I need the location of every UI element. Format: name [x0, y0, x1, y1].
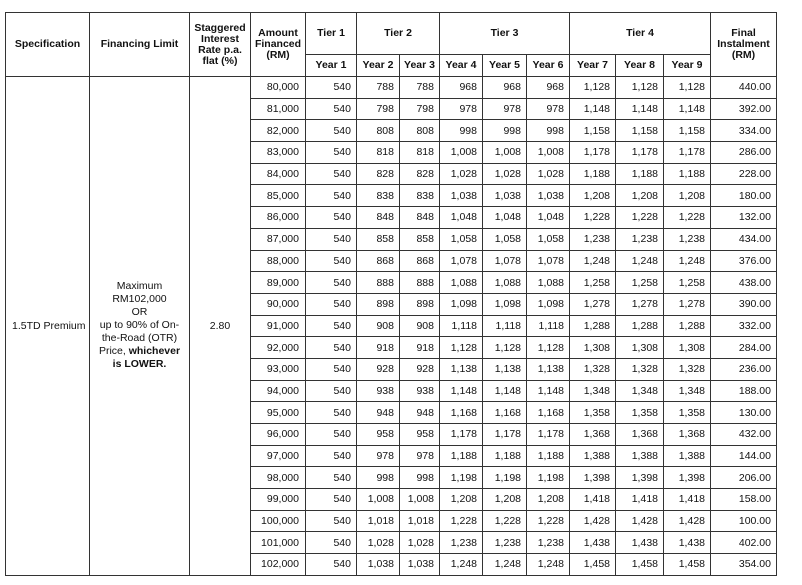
header-year-8: Year 8 — [616, 55, 664, 77]
year-4-cell: 1,078 — [440, 250, 483, 272]
financing-limit-whichever-lower: whichever is LOWER. — [112, 345, 181, 371]
year-5-cell: 1,148 — [483, 380, 527, 402]
year-1-cell: 540 — [306, 77, 357, 99]
year-8-cell: 1,438 — [616, 532, 664, 554]
year-6-cell: 1,048 — [527, 207, 570, 229]
year-6-cell: 968 — [527, 77, 570, 99]
year-4-cell: 1,228 — [440, 510, 483, 532]
interest-rate-cell: 2.80 — [190, 77, 251, 576]
year-6-cell: 1,198 — [527, 467, 570, 489]
financing-limit-cell — [90, 77, 190, 576]
year-1-cell: 540 — [306, 315, 357, 337]
year-1-cell: 540 — [306, 163, 357, 185]
year-6-cell: 1,248 — [527, 554, 570, 576]
year-7-cell: 1,208 — [570, 185, 616, 207]
year-1-cell: 540 — [306, 358, 357, 380]
year-9-cell: 1,308 — [664, 337, 711, 359]
final-instalment-cell: 438.00 — [711, 272, 777, 294]
year-9-cell: 1,358 — [664, 402, 711, 424]
header-year-1: Year 1 — [306, 55, 357, 77]
year-2-cell: 838 — [357, 185, 400, 207]
year-5-cell: 1,188 — [483, 445, 527, 467]
final-instalment-cell: 206.00 — [711, 467, 777, 489]
year-2-cell: 818 — [357, 142, 400, 164]
year-9-cell: 1,288 — [664, 315, 711, 337]
amount-financed-cell: 90,000 — [251, 293, 306, 315]
year-5-cell: 1,168 — [483, 402, 527, 424]
year-2-cell: 998 — [357, 467, 400, 489]
year-9-cell: 1,238 — [664, 228, 711, 250]
year-1-cell: 540 — [306, 380, 357, 402]
year-6-cell: 998 — [527, 120, 570, 142]
year-6-cell: 1,028 — [527, 163, 570, 185]
year-3-cell: 998 — [400, 467, 440, 489]
year-5-cell: 1,038 — [483, 185, 527, 207]
year-2-cell: 1,008 — [357, 489, 400, 511]
amount-financed-cell: 93,000 — [251, 358, 306, 380]
year-3-cell: 818 — [400, 142, 440, 164]
year-8-cell: 1,308 — [616, 337, 664, 359]
year-5-cell: 1,078 — [483, 250, 527, 272]
year-7-cell: 1,438 — [570, 532, 616, 554]
year-3-cell: 858 — [400, 228, 440, 250]
financing-table — [5, 12, 777, 576]
year-3-cell: 838 — [400, 185, 440, 207]
year-9-cell: 1,258 — [664, 272, 711, 294]
year-2-cell: 928 — [357, 358, 400, 380]
amount-financed-cell: 82,000 — [251, 120, 306, 142]
year-3-cell: 1,038 — [400, 554, 440, 576]
year-3-cell: 798 — [400, 98, 440, 120]
year-5-cell: 978 — [483, 98, 527, 120]
year-1-cell: 540 — [306, 337, 357, 359]
final-instalment-cell: 392.00 — [711, 98, 777, 120]
header-tier-1: Tier 1 — [306, 13, 357, 55]
table-row — [6, 77, 777, 99]
amount-financed-cell: 86,000 — [251, 207, 306, 229]
year-8-cell: 1,228 — [616, 207, 664, 229]
year-5-cell: 1,128 — [483, 337, 527, 359]
year-7-cell: 1,258 — [570, 272, 616, 294]
year-9-cell: 1,128 — [664, 77, 711, 99]
year-3-cell: 908 — [400, 315, 440, 337]
year-9-cell: 1,428 — [664, 510, 711, 532]
amount-financed-cell: 100,000 — [251, 510, 306, 532]
year-5-cell: 998 — [483, 120, 527, 142]
year-9-cell: 1,178 — [664, 142, 711, 164]
final-instalment-cell: 334.00 — [711, 120, 777, 142]
header-specification: Specification — [6, 13, 90, 77]
header-amount-financed: Amount Financed (RM) — [251, 13, 306, 77]
year-4-cell: 1,008 — [440, 142, 483, 164]
year-8-cell: 1,358 — [616, 402, 664, 424]
year-7-cell: 1,458 — [570, 554, 616, 576]
final-instalment-cell: 144.00 — [711, 445, 777, 467]
header-year-2: Year 2 — [357, 55, 400, 77]
year-1-cell: 540 — [306, 228, 357, 250]
year-5-cell: 1,178 — [483, 424, 527, 446]
year-1-cell: 540 — [306, 185, 357, 207]
year-5-cell: 1,098 — [483, 293, 527, 315]
final-instalment-cell: 284.00 — [711, 337, 777, 359]
final-instalment-cell: 100.00 — [711, 510, 777, 532]
year-4-cell: 1,128 — [440, 337, 483, 359]
year-8-cell: 1,238 — [616, 228, 664, 250]
year-3-cell: 788 — [400, 77, 440, 99]
year-4-cell: 998 — [440, 120, 483, 142]
year-6-cell: 1,008 — [527, 142, 570, 164]
year-4-cell: 1,238 — [440, 532, 483, 554]
final-instalment-cell: 286.00 — [711, 142, 777, 164]
year-9-cell: 1,148 — [664, 98, 711, 120]
year-7-cell: 1,238 — [570, 228, 616, 250]
header-tier-3: Tier 3 — [440, 13, 570, 55]
year-1-cell: 540 — [306, 489, 357, 511]
amount-financed-cell: 102,000 — [251, 554, 306, 576]
final-instalment-cell: 188.00 — [711, 380, 777, 402]
year-3-cell: 948 — [400, 402, 440, 424]
year-4-cell: 1,168 — [440, 402, 483, 424]
year-2-cell: 848 — [357, 207, 400, 229]
year-3-cell: 848 — [400, 207, 440, 229]
year-3-cell: 1,018 — [400, 510, 440, 532]
year-2-cell: 828 — [357, 163, 400, 185]
year-2-cell: 938 — [357, 380, 400, 402]
year-8-cell: 1,328 — [616, 358, 664, 380]
year-7-cell: 1,128 — [570, 77, 616, 99]
year-6-cell: 1,208 — [527, 489, 570, 511]
year-8-cell: 1,458 — [616, 554, 664, 576]
financing-table-container — [5, 12, 777, 576]
year-9-cell: 1,458 — [664, 554, 711, 576]
year-1-cell: 540 — [306, 207, 357, 229]
year-1-cell: 540 — [306, 120, 357, 142]
year-2-cell: 948 — [357, 402, 400, 424]
year-7-cell: 1,328 — [570, 358, 616, 380]
year-2-cell: 898 — [357, 293, 400, 315]
year-4-cell: 1,038 — [440, 185, 483, 207]
year-1-cell: 540 — [306, 250, 357, 272]
amount-financed-cell: 84,000 — [251, 163, 306, 185]
financing-limit-otr: up to 90% of On-the-Road (OTR) Price, — [98, 319, 180, 358]
year-8-cell: 1,248 — [616, 250, 664, 272]
final-instalment-cell: 332.00 — [711, 315, 777, 337]
year-1-cell: 540 — [306, 467, 357, 489]
year-6-cell: 1,238 — [527, 532, 570, 554]
year-3-cell: 808 — [400, 120, 440, 142]
year-4-cell: 1,248 — [440, 554, 483, 576]
year-3-cell: 928 — [400, 358, 440, 380]
final-instalment-cell: 228.00 — [711, 163, 777, 185]
year-4-cell: 1,028 — [440, 163, 483, 185]
header-financing-limit: Financing Limit — [90, 13, 190, 77]
year-7-cell: 1,388 — [570, 445, 616, 467]
year-9-cell: 1,248 — [664, 250, 711, 272]
final-instalment-cell: 434.00 — [711, 228, 777, 250]
year-4-cell: 968 — [440, 77, 483, 99]
year-5-cell: 1,228 — [483, 510, 527, 532]
year-4-cell: 1,118 — [440, 315, 483, 337]
year-7-cell: 1,308 — [570, 337, 616, 359]
year-4-cell: 1,138 — [440, 358, 483, 380]
amount-financed-cell: 87,000 — [251, 228, 306, 250]
year-7-cell: 1,418 — [570, 489, 616, 511]
final-instalment-cell: 130.00 — [711, 402, 777, 424]
year-8-cell: 1,278 — [616, 293, 664, 315]
amount-financed-cell: 95,000 — [251, 402, 306, 424]
year-8-cell: 1,208 — [616, 185, 664, 207]
year-9-cell: 1,328 — [664, 358, 711, 380]
year-3-cell: 918 — [400, 337, 440, 359]
year-8-cell: 1,398 — [616, 467, 664, 489]
year-6-cell: 1,118 — [527, 315, 570, 337]
amount-financed-cell: 96,000 — [251, 424, 306, 446]
year-2-cell: 868 — [357, 250, 400, 272]
year-5-cell: 1,048 — [483, 207, 527, 229]
year-9-cell: 1,368 — [664, 424, 711, 446]
amount-financed-cell: 92,000 — [251, 337, 306, 359]
financing-limit-or: OR — [131, 306, 148, 319]
year-7-cell: 1,148 — [570, 98, 616, 120]
year-4-cell: 1,198 — [440, 467, 483, 489]
header-year-7: Year 7 — [570, 55, 616, 77]
year-8-cell: 1,158 — [616, 120, 664, 142]
year-8-cell: 1,428 — [616, 510, 664, 532]
final-instalment-cell: 376.00 — [711, 250, 777, 272]
header-year-4: Year 4 — [440, 55, 483, 77]
specification-cell: 1.5TD Premium — [6, 77, 90, 576]
year-1-cell: 540 — [306, 402, 357, 424]
year-9-cell: 1,418 — [664, 489, 711, 511]
header-tier-2: Tier 2 — [357, 13, 440, 55]
amount-financed-cell: 83,000 — [251, 142, 306, 164]
year-8-cell: 1,418 — [616, 489, 664, 511]
table-body — [6, 77, 777, 576]
final-instalment-cell: 236.00 — [711, 358, 777, 380]
year-8-cell: 1,188 — [616, 163, 664, 185]
year-2-cell: 858 — [357, 228, 400, 250]
amount-financed-cell: 101,000 — [251, 532, 306, 554]
header-tier-4: Tier 4 — [570, 13, 711, 55]
year-5-cell: 1,028 — [483, 163, 527, 185]
year-9-cell: 1,348 — [664, 380, 711, 402]
final-instalment-cell: 180.00 — [711, 185, 777, 207]
year-7-cell: 1,288 — [570, 315, 616, 337]
year-3-cell: 888 — [400, 272, 440, 294]
year-5-cell: 1,058 — [483, 228, 527, 250]
year-3-cell: 898 — [400, 293, 440, 315]
year-8-cell: 1,258 — [616, 272, 664, 294]
year-2-cell: 888 — [357, 272, 400, 294]
header-interest-rate: Staggered Interest Rate p.a. flat (%) — [190, 13, 251, 77]
year-2-cell: 1,028 — [357, 532, 400, 554]
final-instalment-cell: 132.00 — [711, 207, 777, 229]
year-6-cell: 1,128 — [527, 337, 570, 359]
year-7-cell: 1,278 — [570, 293, 616, 315]
amount-financed-cell: 97,000 — [251, 445, 306, 467]
year-1-cell: 540 — [306, 272, 357, 294]
amount-financed-cell: 89,000 — [251, 272, 306, 294]
year-6-cell: 978 — [527, 98, 570, 120]
final-instalment-cell: 432.00 — [711, 424, 777, 446]
year-7-cell: 1,228 — [570, 207, 616, 229]
header-year-5: Year 5 — [483, 55, 527, 77]
year-6-cell: 1,078 — [527, 250, 570, 272]
year-6-cell: 1,228 — [527, 510, 570, 532]
year-5-cell: 1,208 — [483, 489, 527, 511]
final-instalment-cell: 354.00 — [711, 554, 777, 576]
year-8-cell: 1,388 — [616, 445, 664, 467]
header-final-instalment: Final Instalment (RM) — [711, 13, 777, 77]
amount-financed-cell: 91,000 — [251, 315, 306, 337]
year-5-cell: 1,138 — [483, 358, 527, 380]
year-8-cell: 1,368 — [616, 424, 664, 446]
year-7-cell: 1,178 — [570, 142, 616, 164]
year-8-cell: 1,148 — [616, 98, 664, 120]
year-7-cell: 1,188 — [570, 163, 616, 185]
amount-financed-cell: 85,000 — [251, 185, 306, 207]
year-4-cell: 1,148 — [440, 380, 483, 402]
year-2-cell: 1,038 — [357, 554, 400, 576]
year-9-cell: 1,188 — [664, 163, 711, 185]
year-1-cell: 540 — [306, 445, 357, 467]
amount-financed-cell: 94,000 — [251, 380, 306, 402]
year-4-cell: 1,178 — [440, 424, 483, 446]
year-4-cell: 1,188 — [440, 445, 483, 467]
year-1-cell: 540 — [306, 510, 357, 532]
header-year-3: Year 3 — [400, 55, 440, 77]
year-3-cell: 1,008 — [400, 489, 440, 511]
year-3-cell: 958 — [400, 424, 440, 446]
year-9-cell: 1,388 — [664, 445, 711, 467]
year-6-cell: 1,088 — [527, 272, 570, 294]
year-6-cell: 1,178 — [527, 424, 570, 446]
year-9-cell: 1,158 — [664, 120, 711, 142]
year-2-cell: 1,018 — [357, 510, 400, 532]
year-5-cell: 1,238 — [483, 532, 527, 554]
year-9-cell: 1,278 — [664, 293, 711, 315]
year-4-cell: 1,048 — [440, 207, 483, 229]
year-2-cell: 808 — [357, 120, 400, 142]
year-7-cell: 1,348 — [570, 380, 616, 402]
year-1-cell: 540 — [306, 532, 357, 554]
year-1-cell: 540 — [306, 293, 357, 315]
amount-financed-cell: 88,000 — [251, 250, 306, 272]
year-2-cell: 908 — [357, 315, 400, 337]
year-4-cell: 978 — [440, 98, 483, 120]
header-year-9: Year 9 — [664, 55, 711, 77]
year-5-cell: 1,118 — [483, 315, 527, 337]
year-4-cell: 1,088 — [440, 272, 483, 294]
year-8-cell: 1,348 — [616, 380, 664, 402]
year-3-cell: 978 — [400, 445, 440, 467]
year-9-cell: 1,438 — [664, 532, 711, 554]
year-3-cell: 868 — [400, 250, 440, 272]
year-6-cell: 1,148 — [527, 380, 570, 402]
financing-limit-maximum: Maximum RM102,000 — [112, 280, 167, 306]
year-7-cell: 1,398 — [570, 467, 616, 489]
amount-financed-cell: 99,000 — [251, 489, 306, 511]
year-6-cell: 1,058 — [527, 228, 570, 250]
final-instalment-cell: 390.00 — [711, 293, 777, 315]
year-9-cell: 1,228 — [664, 207, 711, 229]
year-2-cell: 958 — [357, 424, 400, 446]
year-6-cell: 1,038 — [527, 185, 570, 207]
year-2-cell: 918 — [357, 337, 400, 359]
year-7-cell: 1,368 — [570, 424, 616, 446]
year-8-cell: 1,178 — [616, 142, 664, 164]
year-7-cell: 1,428 — [570, 510, 616, 532]
final-instalment-cell: 440.00 — [711, 77, 777, 99]
year-8-cell: 1,128 — [616, 77, 664, 99]
year-3-cell: 1,028 — [400, 532, 440, 554]
year-4-cell: 1,058 — [440, 228, 483, 250]
year-3-cell: 828 — [400, 163, 440, 185]
year-1-cell: 540 — [306, 424, 357, 446]
year-9-cell: 1,398 — [664, 467, 711, 489]
header-year-6: Year 6 — [527, 55, 570, 77]
year-6-cell: 1,168 — [527, 402, 570, 424]
year-1-cell: 540 — [306, 98, 357, 120]
year-8-cell: 1,288 — [616, 315, 664, 337]
year-3-cell: 938 — [400, 380, 440, 402]
year-1-cell: 540 — [306, 142, 357, 164]
final-instalment-cell: 402.00 — [711, 532, 777, 554]
amount-financed-cell: 80,000 — [251, 77, 306, 99]
year-2-cell: 788 — [357, 77, 400, 99]
year-7-cell: 1,158 — [570, 120, 616, 142]
final-instalment-cell: 158.00 — [711, 489, 777, 511]
year-9-cell: 1,208 — [664, 185, 711, 207]
year-4-cell: 1,098 — [440, 293, 483, 315]
year-5-cell: 1,248 — [483, 554, 527, 576]
year-7-cell: 1,248 — [570, 250, 616, 272]
year-5-cell: 1,008 — [483, 142, 527, 164]
year-1-cell: 540 — [306, 554, 357, 576]
year-6-cell: 1,188 — [527, 445, 570, 467]
year-2-cell: 978 — [357, 445, 400, 467]
year-4-cell: 1,208 — [440, 489, 483, 511]
year-6-cell: 1,138 — [527, 358, 570, 380]
amount-financed-cell: 98,000 — [251, 467, 306, 489]
year-5-cell: 1,088 — [483, 272, 527, 294]
year-7-cell: 1,358 — [570, 402, 616, 424]
year-5-cell: 1,198 — [483, 467, 527, 489]
year-5-cell: 968 — [483, 77, 527, 99]
year-2-cell: 798 — [357, 98, 400, 120]
year-6-cell: 1,098 — [527, 293, 570, 315]
amount-financed-cell: 81,000 — [251, 98, 306, 120]
